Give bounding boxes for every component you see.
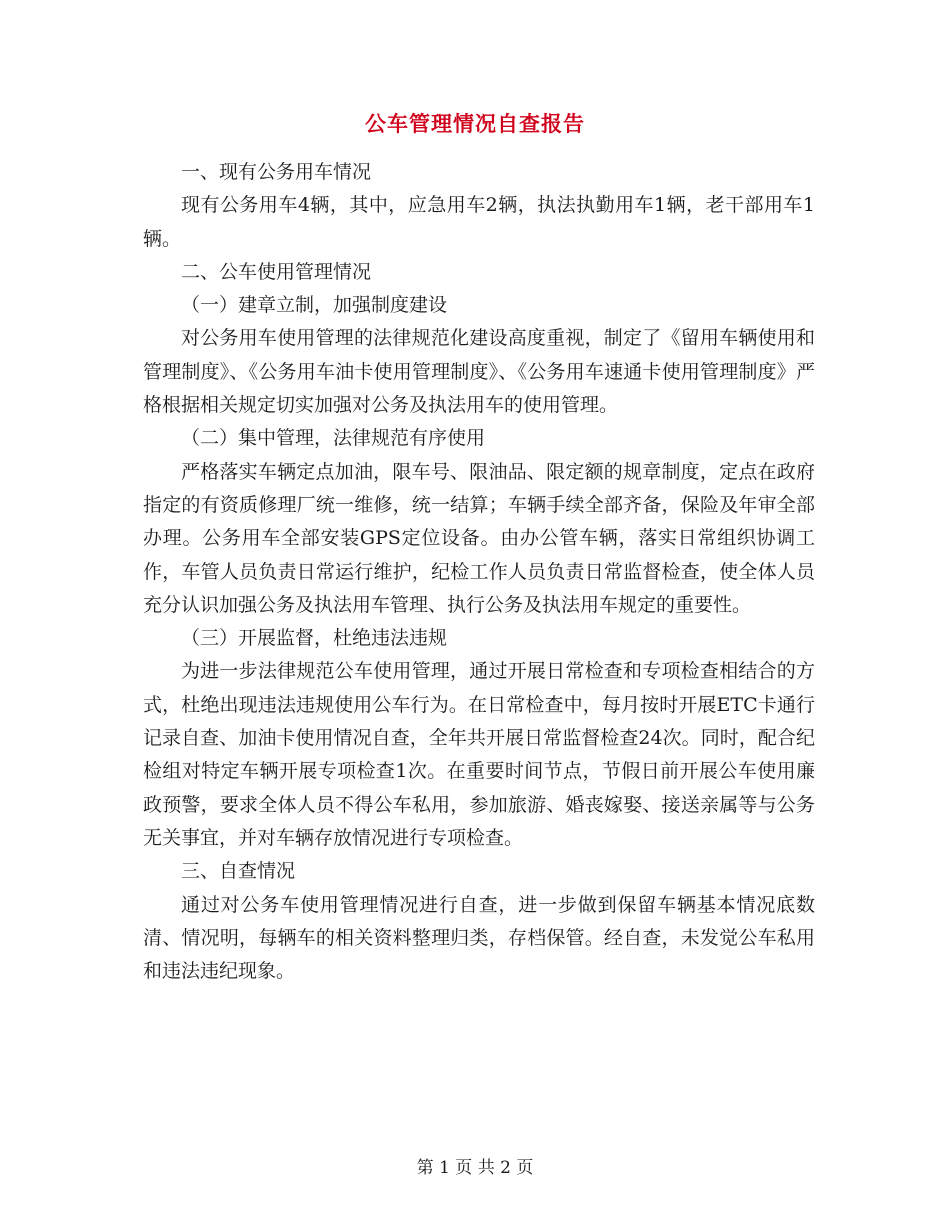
section-heading-3: 三、自查情况	[181, 860, 296, 883]
body-paragraph: 为进一步法律规范公车使用管理，通过开展日常检查和专项检查相结合的方式，杜绝出现违法违规使用公车行为。在日常检查中，每月按时开展ETC卡通行记录自查、加油卡使用情况自查，全年共开展日常监督检查24次。同时，配合纪检组对特定车辆开展专项检查1次。在重要时间节点，节假日前开展公车使用廉政预警，要求全体人员不得公车私用，参加旅游、婚丧嫁娶、接送亲属等与公务无关事宜，并对车辆存放情况进行专项检查。	[143, 660, 815, 849]
body-paragraph: 对公务用车使用管理的法律规范化建设高度重视，制定了《留用车辆使用和管理制度》、《公务用车油卡使用管理制度》、《公务用车速通卡使用管理制度》严格根据相关规定切实加强对公务及执法用车的使用管理。	[143, 327, 815, 417]
subsection-heading-2: （二）集中管理，法律规范有序使用	[181, 427, 486, 450]
subsection-heading-1: （一）建章立制，加强制度建设	[181, 294, 448, 317]
body-paragraph: 通过对公务车使用管理情况进行自查，进一步做到保留车辆基本情况底数清、情况明，每辆车的相关资料整理归类，存档保管。经自查，未发觉公车私用和违法违纪现象。	[143, 893, 815, 983]
page-number-footer: 第 1 页 共 2 页	[416, 1158, 534, 1178]
document-title: 公车管理情况自查报告	[365, 111, 585, 136]
section-heading-1: 一、现有公务用车情况	[181, 161, 372, 183]
body-paragraph: 严格落实车辆定点加油，限车号、限油品、限定额的规章制度，定点在政府指定的有资质修理厂统一维修，统一结算；车辆手续全部齐备，保险及年审全部办理。公务用车全部安装GPS定位设备。由办公管车辆，落实日常组织协调工作，车管人员负责日常运行维护，纪检工作人员负责日常监督检查，使全体人员充分认识加强公务及执法用车管理、执行公务及执法用车规定的重要性。	[143, 460, 815, 616]
section-heading-2: 二、公车使用管理情况	[181, 260, 372, 283]
document-body	[143, 156, 815, 988]
body-paragraph: 现有公务用车4辆，其中，应急用车2辆，执法执勤用车1辆，老干部用车1辆。	[143, 194, 815, 250]
subsection-heading-3: （三）开展监督，杜绝违法违规	[181, 627, 448, 650]
